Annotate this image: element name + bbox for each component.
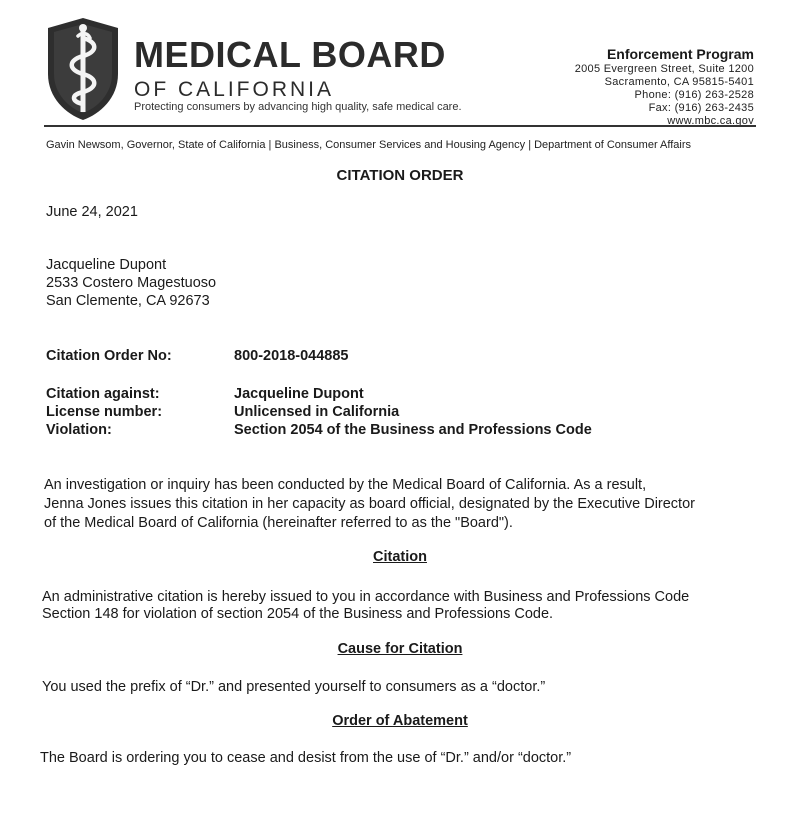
recipient-street: 2533 Costero Magestuoso xyxy=(46,275,217,291)
violation-label: Violation: xyxy=(46,422,112,438)
abatement-line-1: The Board is ordering you to cease and desist from the use of “Dr.” and/or “doctor.” xyxy=(40,750,572,766)
program-address-line2: Sacramento, CA 95815-5401 xyxy=(604,76,754,88)
section-heading-abatement: Order of Abatement xyxy=(332,713,468,729)
program-fax: Fax: (916) 263-2435 xyxy=(648,102,754,114)
program-address-line1: 2005 Evergreen Street, Suite 1200 xyxy=(574,63,754,75)
license-number-label: License number: xyxy=(46,404,163,420)
citation-against-value: Jacqueline Dupont xyxy=(234,386,364,402)
caduceus-shield-logo-icon xyxy=(44,16,122,122)
violation-value: Section 2054 of the Business and Professions Code xyxy=(234,422,592,438)
section-heading-cause: Cause for Citation xyxy=(337,641,463,657)
document-title: CITATION ORDER xyxy=(336,167,464,184)
org-tagline: Protecting consumers by advancing high quality, safe medical care. xyxy=(134,101,462,113)
org-name-line2: OF CALIFORNIA xyxy=(134,78,335,101)
letter-date: June 24, 2021 xyxy=(46,204,138,220)
intro-line-1: An investigation or inquiry has been conducted by the Medical Board of California. As a result, xyxy=(44,477,647,493)
cause-line-1: You used the prefix of “Dr.” and presented yourself to consumers as a “doctor.” xyxy=(42,679,546,695)
program-phone: Phone: (916) 263-2528 xyxy=(634,89,754,101)
intro-line-3: of the Medical Board of California (hereinafter referred to as the "Board"). xyxy=(44,515,513,531)
recipient-city: San Clemente, CA 92673 xyxy=(46,293,210,309)
license-number-value: Unlicensed in California xyxy=(234,404,400,420)
section-heading-citation: Citation xyxy=(373,549,427,565)
citation-line-2: Section 148 for violation of section 2054 of the Business and Professions Code. xyxy=(42,606,554,622)
intro-line-2: Jenna Jones issues this citation in her capacity as board official, designated by the Executive Director xyxy=(44,496,695,512)
program-title: Enforcement Program xyxy=(606,46,754,62)
officials-line: Gavin Newsom, Governor, State of California | Business, Consumer Services and Housing Agency | Department of Consumer Affairs xyxy=(46,139,692,151)
program-website: www.mbc.ca.gov xyxy=(667,115,754,127)
order-no-label: Citation Order No: xyxy=(46,348,172,364)
recipient-name: Jacqueline Dupont xyxy=(46,257,167,273)
citation-against-label: Citation against: xyxy=(46,386,160,402)
citation-line-1: An administrative citation is hereby issued to you in accordance with Business and Professions Code xyxy=(42,589,690,605)
org-name-line1: MEDICAL BOARD xyxy=(134,34,446,75)
order-no-value: 800-2018-044885 xyxy=(234,348,349,364)
header-divider xyxy=(44,125,756,127)
